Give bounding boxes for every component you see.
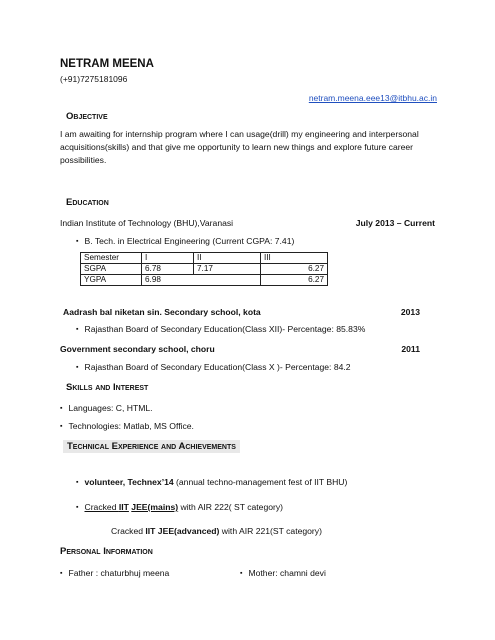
iit-text: IIT — [118, 502, 129, 512]
technical-item-jee-advanced — [111, 526, 322, 536]
jee-mains-text: JEE(mains) — [131, 502, 179, 512]
volunteer-role: volunteer, Technex’14 — [84, 477, 174, 487]
school1-name: Aadrash bal niketan sin. Secondary school, kota — [63, 307, 261, 317]
technical-item-jee-mains — [76, 502, 283, 512]
table-cell: 6.98 — [142, 275, 261, 286]
phone-number: (+91)7275181096 — [60, 74, 128, 84]
table-cell: 7.17 — [194, 264, 261, 275]
skills-heading: Skills and Interest — [66, 382, 149, 393]
candidate-name: NETRAM MEENA — [60, 58, 154, 70]
jee-advanced-rank: with AIR 221(ST category) — [219, 526, 322, 536]
school2-detail: ▪ Rajasthan Board of Secondary Education(Class X )- Percentage: 84.2 — [76, 362, 351, 372]
table-cell: III — [261, 253, 328, 264]
table-row — [81, 253, 328, 264]
table-cell: 6.27 — [261, 264, 328, 275]
volunteer-detail: (annual techno-management fest of IIT BHU) — [173, 477, 348, 487]
school2-year: 2011 — [401, 344, 420, 354]
grades-table — [80, 252, 328, 286]
degree-info: ▪ B. Tech. in Electrical Engineering (Current CGPA: 7.41) — [76, 236, 294, 246]
technical-heading — [63, 441, 240, 452]
email-link[interactable]: netram.meena.eee13@itbhu.ac.in — [308, 93, 437, 103]
table-cell: II — [194, 253, 261, 264]
objective-text: I am awaiting for internship program where I can usage(drill) my engineering and interpersonal acquisitions(skills) and that give me opportunity to learn new things and explore future career possibilities. — [60, 129, 419, 165]
school2-name: Government secondary school, choru — [60, 344, 215, 354]
table-cell: 6.27 — [261, 275, 328, 286]
cracked-text: Cracked — [84, 502, 119, 512]
jee-mains-rank: with AIR 222( ST category) — [178, 502, 284, 512]
table-row — [81, 275, 328, 286]
table-cell: YGPA — [81, 275, 142, 286]
cracked-text: Cracked — [111, 526, 146, 536]
jee-advanced-text: IIT JEE(advanced) — [145, 526, 220, 536]
school1-year: 2013 — [400, 307, 420, 317]
objective-heading: Objective — [66, 111, 108, 122]
skill-item: ▪ Languages: C, HTML. — [60, 403, 153, 413]
table-cell: Semester — [81, 253, 142, 264]
father-name: ▪ Father : chaturbhuj meena — [60, 568, 169, 578]
college-date: July 2013 – Current — [355, 218, 435, 228]
table-cell: 6.78 — [142, 264, 194, 275]
college-name: Indian Institute of Technology (BHU),Varanasi — [60, 218, 234, 228]
table-cell: I — [142, 253, 194, 264]
skill-item: ▪ Technologies: Matlab, MS Office. — [60, 421, 194, 431]
technical-heading-text: Technical Experience and Achievements — [63, 440, 240, 453]
personal-heading: Personal Information — [60, 546, 153, 557]
education-heading: Education — [66, 197, 109, 208]
mother-name: ▪ Mother: chamni devi — [240, 568, 326, 578]
table-cell: SGPA — [81, 264, 142, 275]
technical-item-volunteer — [76, 477, 347, 487]
table-row — [81, 264, 328, 275]
school1-detail: ▪ Rajasthan Board of Secondary Education(Class XII)- Percentage: 85.83% — [76, 324, 365, 334]
